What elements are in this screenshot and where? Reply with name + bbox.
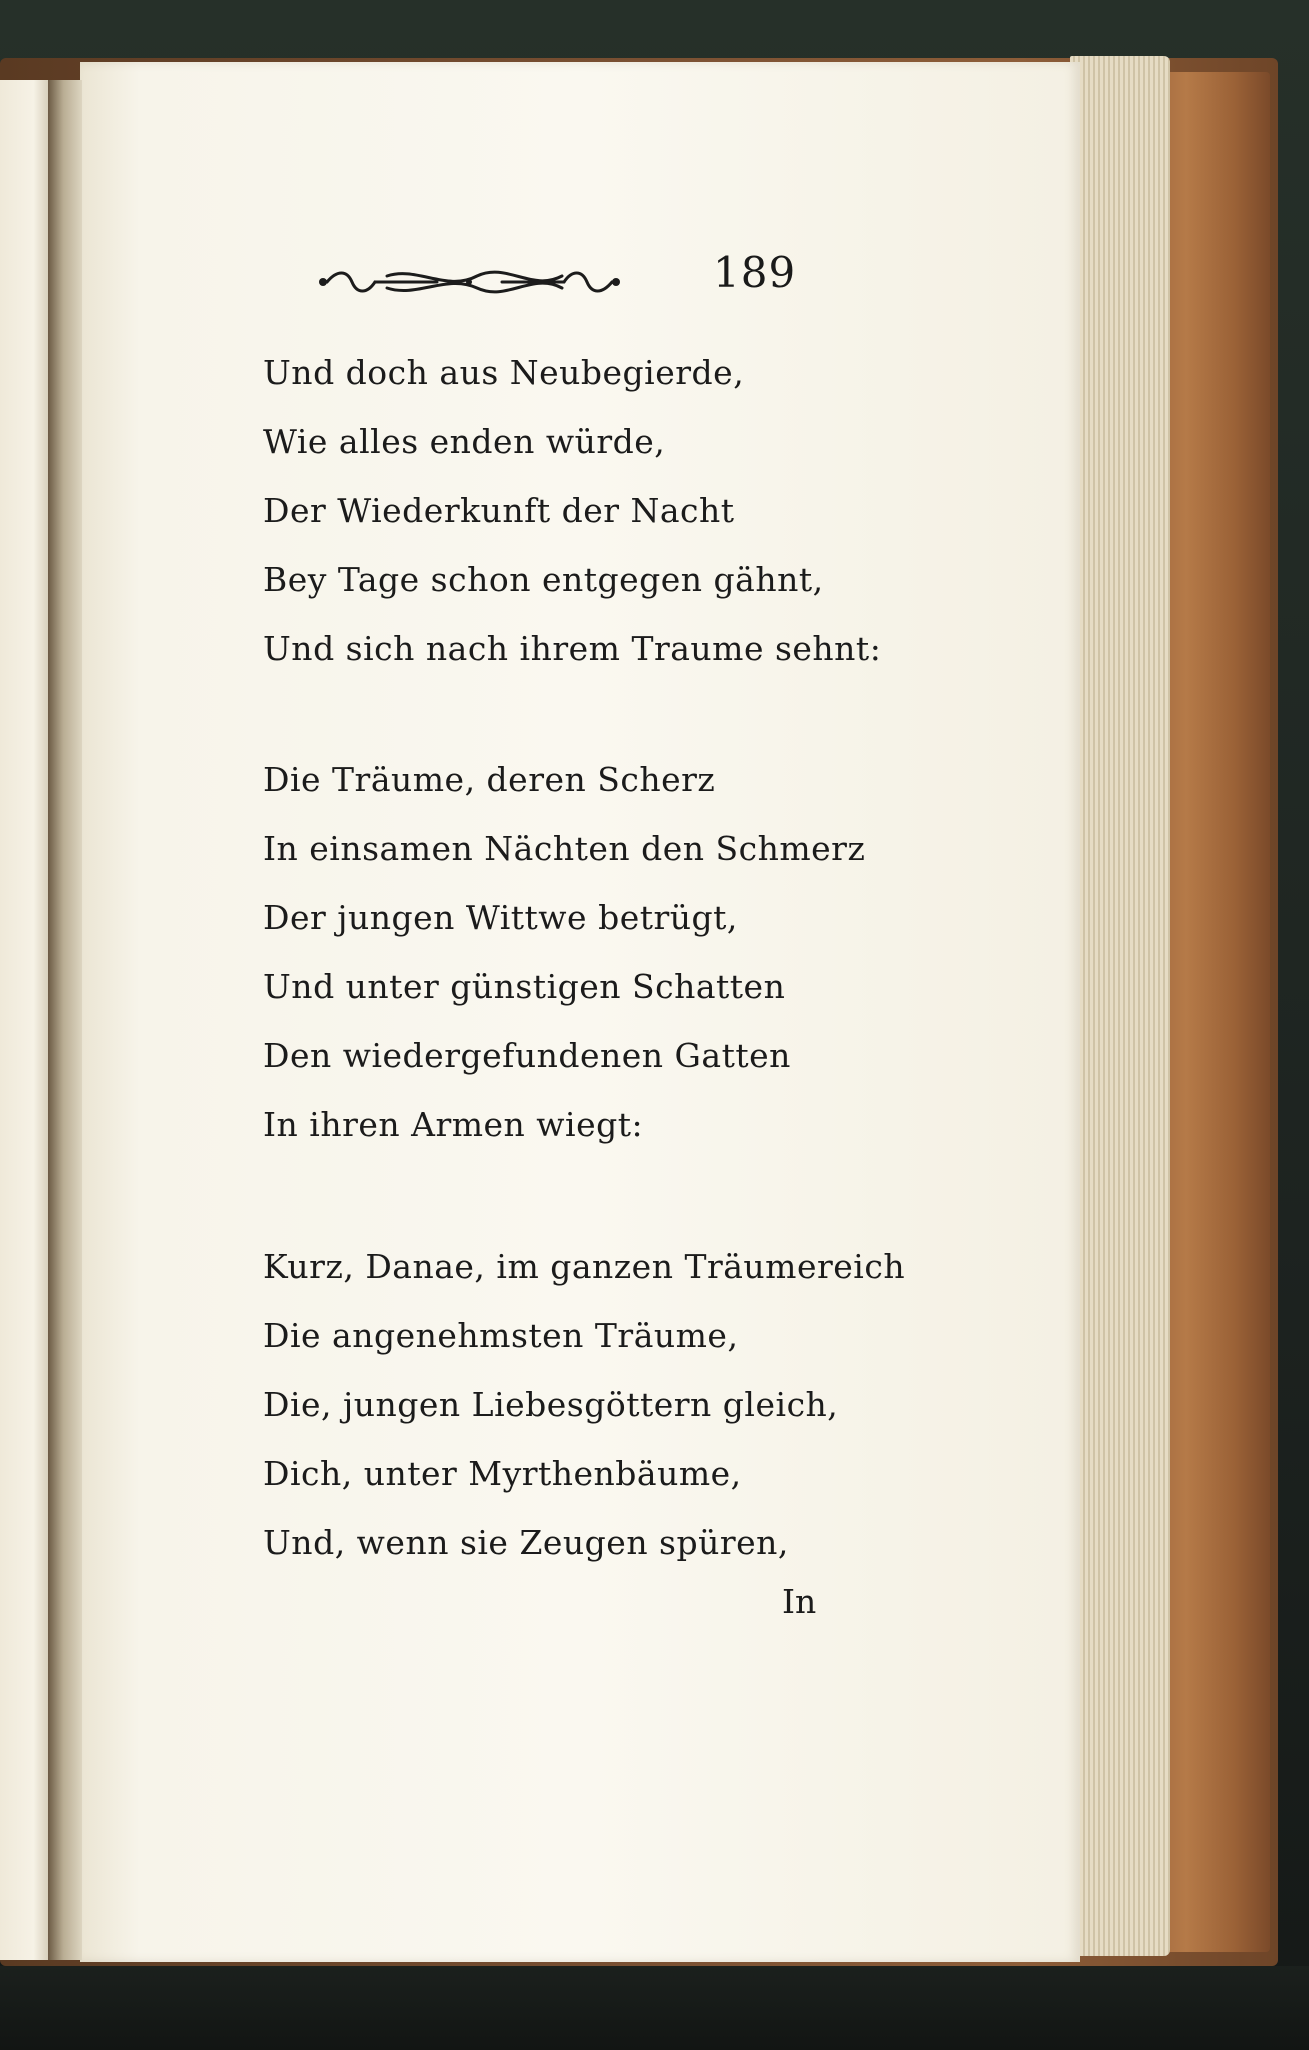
- verse-line: Und doch aus Neubegierde,: [263, 353, 745, 392]
- verse-line: Die Träume, deren Scherz: [263, 760, 716, 799]
- page-number: 189: [713, 248, 797, 297]
- verse-line: Den wiedergefundenen Gatten: [263, 1036, 791, 1075]
- verse-line: Und, wenn sie Zeugen spüren,: [263, 1523, 789, 1562]
- stanza-3: [263, 1232, 906, 1577]
- verse-line: Die angenehmsten Träume,: [263, 1316, 739, 1355]
- verse-line: Der jungen Wittwe betrügt,: [263, 898, 738, 937]
- verse-line: In ihren Armen wiegt:: [263, 1105, 644, 1144]
- page-edges: [1070, 56, 1170, 1956]
- verse-line: Die, jungen Liebesgöttern gleich,: [263, 1385, 839, 1424]
- decorative-head-ornament-icon: [317, 262, 622, 302]
- verse-line: Dich, unter Myrthenbäume,: [263, 1454, 742, 1493]
- photo-bottom-edge: [0, 1966, 1309, 2050]
- verse-line: Kurz, Danae, im ganzen Träumereich: [263, 1247, 906, 1286]
- verse-line: In einsamen Nächten den Schmerz: [263, 829, 866, 868]
- verse-line: Bey Tage schon entgegen gähnt,: [263, 560, 824, 599]
- page-header: [235, 248, 825, 318]
- stanza-1: [263, 338, 903, 683]
- verse-line: Und sich nach ihrem Traume sehnt:: [263, 629, 882, 668]
- stanza-2: [263, 745, 903, 1159]
- verse-line: Der Wiederkunft der Nacht: [263, 491, 735, 530]
- page-gutter: [48, 80, 82, 1960]
- catchword: In: [782, 1582, 817, 1621]
- verse-line: Und unter günstigen Schatten: [263, 967, 786, 1006]
- verse-line: Wie alles enden würde,: [263, 422, 666, 461]
- left-page-edge: [0, 80, 48, 1960]
